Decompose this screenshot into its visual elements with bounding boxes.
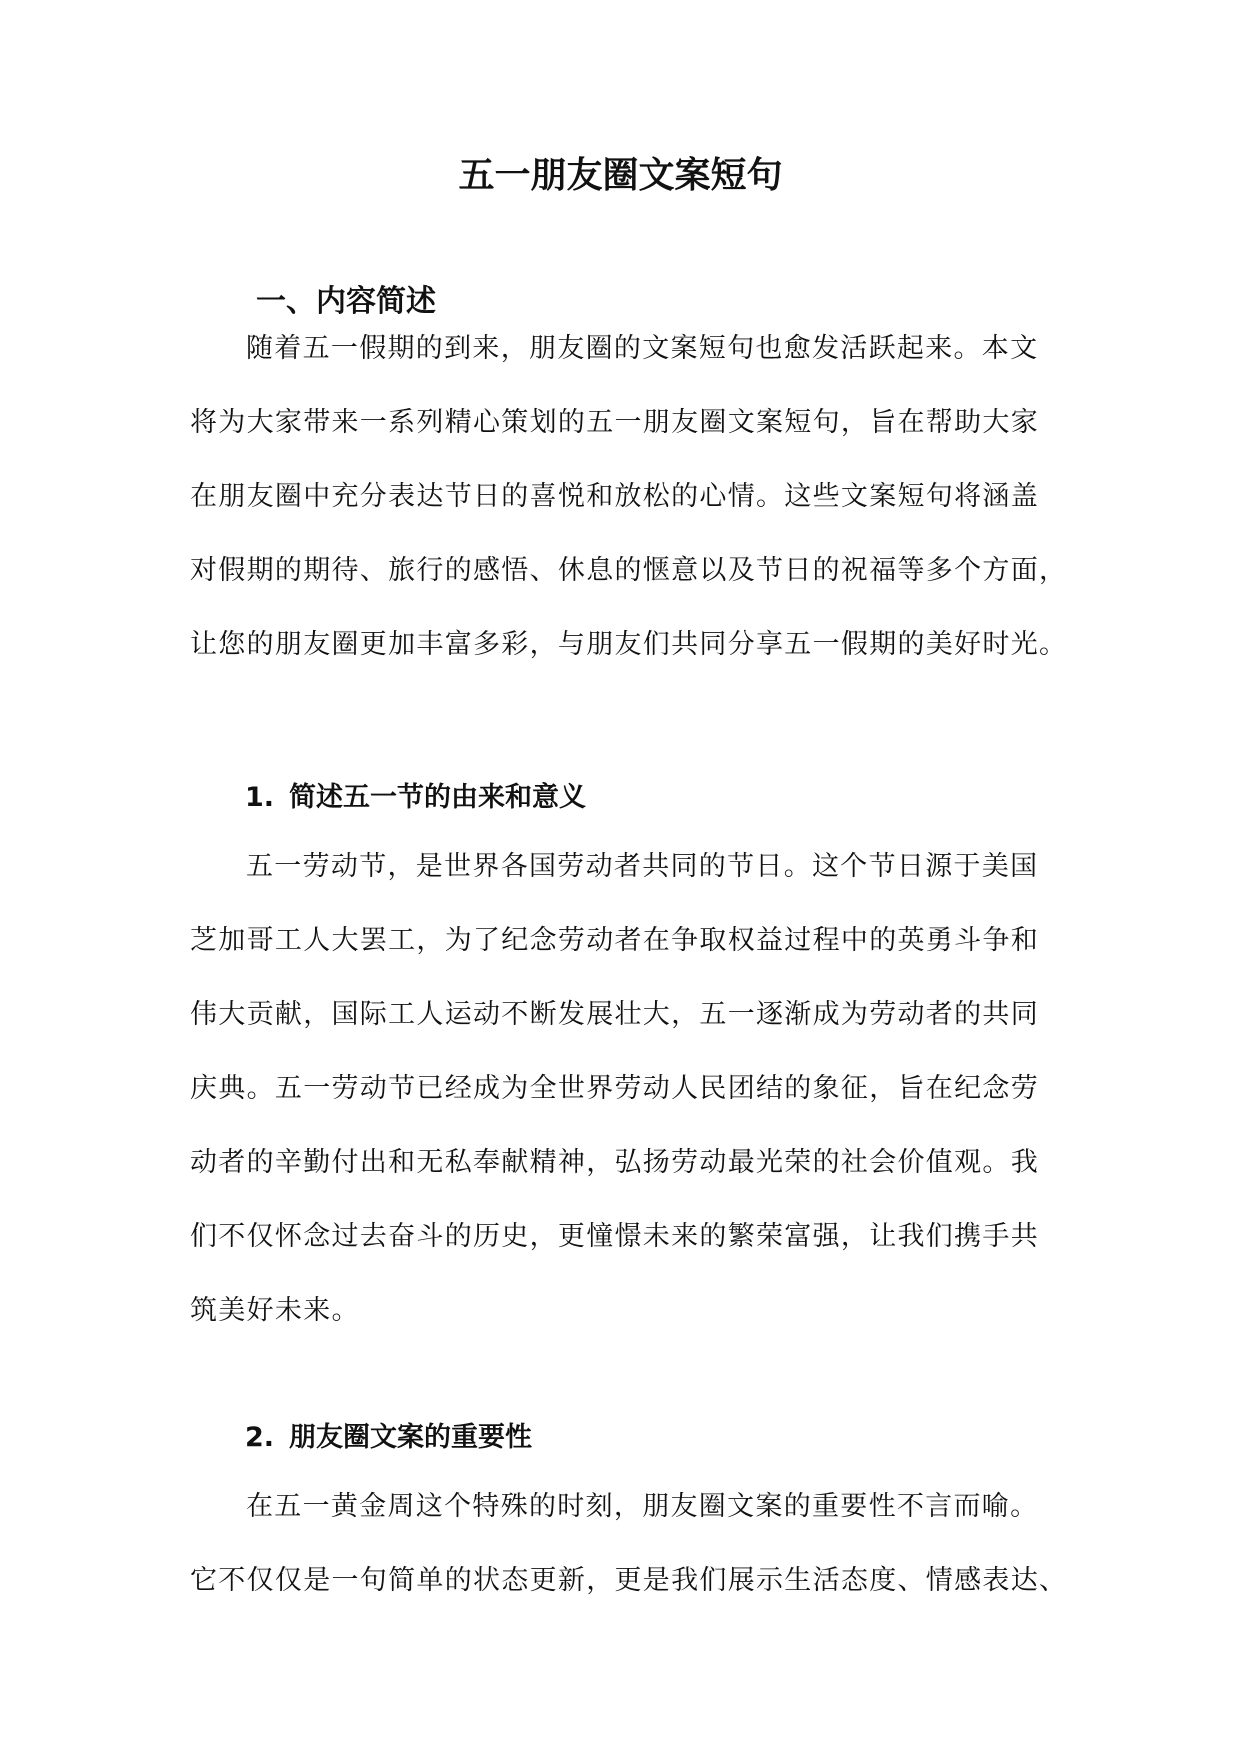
paragraph-line: 在朋友圈中充分表达节日的喜悦和放松的心情。这些文案短句将涵盖 [190, 481, 1039, 512]
document-title: 五一朋友圈文案短句 [458, 155, 783, 196]
subsection-heading-origin [245, 780, 586, 816]
importance-paragraph [190, 1470, 1068, 1618]
paragraph-line: 让您的朋友圈更加丰富多彩，与朋友们共同分享五一假期的美好时光。 [190, 629, 1068, 660]
paragraph-line: 们不仅怀念过去奋斗的历史，更憧憬未来的繁荣富强，让我们携手共 [190, 1221, 1039, 1252]
subsection-number: 1. [245, 782, 275, 813]
subsection-title: 朋友圈文案的重要性 [289, 1422, 532, 1453]
paragraph-line: 五一劳动节，是世界各国劳动者共同的节日。这个节日源于美国 [246, 851, 1039, 882]
subsection-title: 简述五一节的由来和意义 [289, 782, 586, 813]
paragraph-line: 庆典。五一劳动节已经成为全世界劳动人民团结的象征，旨在纪念劳 [190, 1073, 1039, 1104]
overview-paragraph [190, 312, 1068, 682]
paragraph-line: 它不仅仅是一句简单的状态更新，更是我们展示生活态度、情感表达、 [190, 1565, 1068, 1596]
paragraph-line: 对假期的期待、旅行的感悟、休息的惬意以及节日的祝福等多个方面， [190, 555, 1068, 586]
paragraph-line: 芝加哥工人大罢工，为了纪念劳动者在争取权益过程中的英勇斗争和 [190, 925, 1039, 956]
subsection-number: 2. [245, 1422, 275, 1453]
paragraph-line: 伟大贡献，国际工人运动不断发展壮大，五一逐渐成为劳动者的共同 [190, 999, 1039, 1030]
paragraph-line: 筑美好未来。 [190, 1295, 360, 1326]
paragraph-line: 随着五一假期的到来，朋友圈的文案短句也愈发活跃起来。本文 [246, 333, 1039, 364]
paragraph-line: 动者的辛勤付出和无私奉献精神，弘扬劳动最光荣的社会价值观。我 [190, 1147, 1039, 1178]
origin-paragraph [190, 830, 1058, 1348]
paragraph-line: 将为大家带来一系列精心策划的五一朋友圈文案短句，旨在帮助大家 [190, 407, 1039, 438]
subsection-heading-importance [245, 1420, 532, 1456]
section-heading-overview: 一、内容简述 [256, 284, 436, 319]
paragraph-line: 在五一黄金周这个特殊的时刻，朋友圈文案的重要性不言而喻。 [246, 1491, 1039, 1522]
